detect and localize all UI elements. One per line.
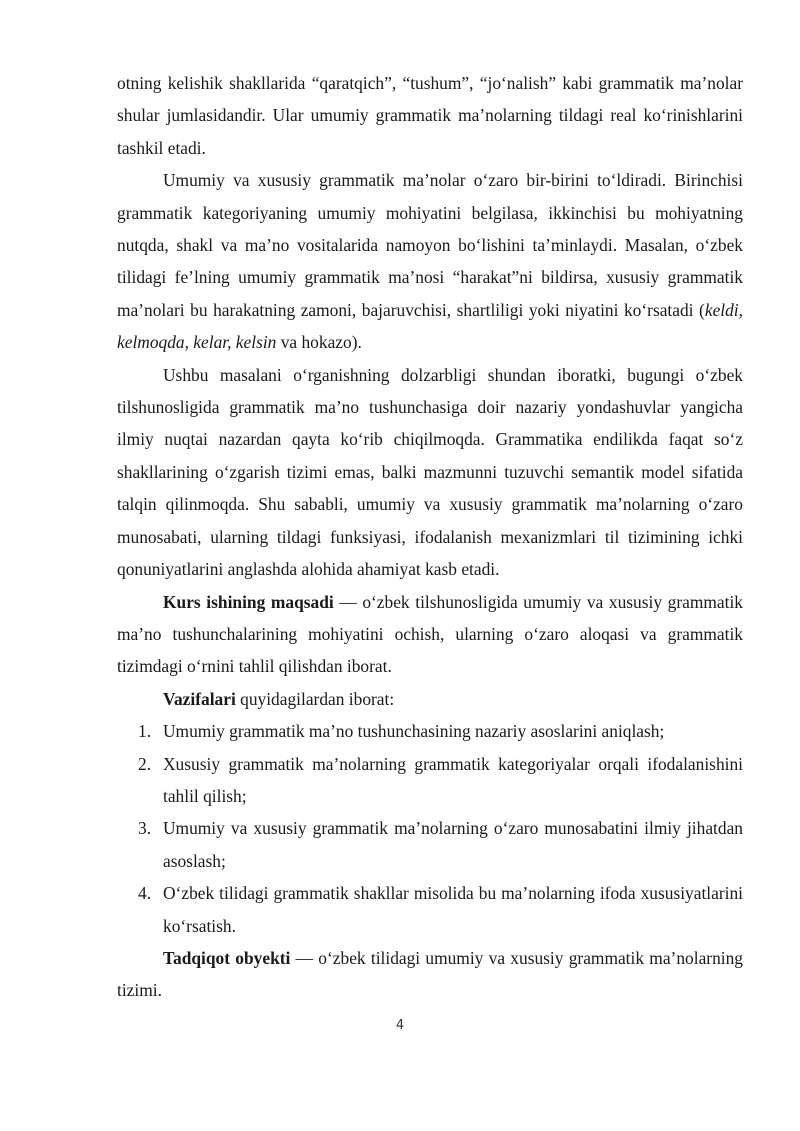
goal-text: — o‘zbek tilshunosligida umumiy va xususiy grammatik ma’no tushunchalarining mohiyatini ochish, ularning o‘zaro aloqasi va grammatik tizimdagi o‘rnini tahlil qilishdan iborat. [117,591,743,677]
paragraph-text: Umumiy va xususiy grammatik ma’nolar o‘zaro bir-birini to‘ldiradi. Birinchisi grammatik kategoriyaning umumiy mohiyatini belgilasa, ikkinchisi bu mohiyatning nutqda, shakl va ma’no vositalarida namoyon bo‘lishini ta’minlaydi. Masalan, o‘zbek tilidagi fe’lning umumiy grammatik ma’nosi “harakat”ni bildirsa, xususiy grammatik ma’nolari bu harakatning zamoni, bajaruvchisi, shartliligi yoki niyatini ko‘rsatadi ( [117,170,743,320]
paragraph-tail: va hokazo). [276,332,362,353]
goal-label: Kurs ishining maqsadi [163,591,334,612]
object-label: Tadqiqot obyekti [163,947,291,968]
tasks-list [117,715,743,942]
list-number: 1. [138,721,152,742]
object-text: — o‘zbek tilidagi umumiy va xususiy grammatik ma’nolarning tizimi. [117,947,743,1001]
list-number: 4. [138,883,152,904]
paragraph-continuation: otning kelishik shakllarida “qaratqich”, “tushum”, “jo‘nalish” kabi grammatik ma’nolar shular jumlasidandir. Ular umumiy grammatik ma’nolarning tildagi real ko‘rinishlarini tashkil etadi. [117,73,743,158]
paragraph-relevance: Ushbu masalani o‘rganishning dolzarbligi shundan iboratki, bugungi o‘zbek tilshunosligida grammatik ma’no tushunchasiga doir nazariy yondashuvlar yangicha ilmiy nuqtai nazardan qayta ko‘rib chiqilmoqda. Grammatika endilikda faqat so‘z shakllarining o‘zgarish tizimi emas, balki mazmunni tuzuvchi semantik model sifatida talqin qilinmoqda. Shu sababli, umumiy va xususiy grammatik ma’nolarning o‘zaro munosabati, ularning tildagi funksiyasi, ifodalanish mexanizmlari til tizimining ichki qonuniyatlarini anglashda alohida ahamiyat kasb etadi. [117,364,743,580]
tasks-intro-text: quyidagilardan iborat: [235,688,395,709]
list-item-text: Umumiy grammatik ma’no tushunchasining nazariy asoslarini aniqlash; [163,721,665,742]
paragraph-goal [117,586,743,683]
examples-italic: keldi, kelmoqda, kelar, kelsin [117,299,743,353]
list-item-text: Umumiy va xususiy grammatik ma’nolarning o‘zaro munosabatini ilmiy jihatdan asoslash; [163,818,743,871]
list-item-text: O‘zbek tilidagi grammatik shakllar misolida bu ma’nolarning ifoda xususiyatlarini ko‘rsatish. [163,883,743,936]
document-page [117,67,743,1007]
page-number: 4 [395,1018,405,1033]
list-item [117,715,743,747]
paragraph-research-object [117,942,743,1007]
list-item [117,877,743,942]
list-item [117,812,743,877]
list-number: 3. [138,818,152,839]
paragraph-general-vs-specific [117,164,743,358]
list-number: 2. [138,753,152,774]
paragraph-tasks-intro [117,683,743,715]
list-item-text: Xususiy grammatik ma’nolarning grammatik kategoriyalar orqali ifodalanishini tahlil qilish; [163,753,743,806]
list-item [117,748,743,813]
tasks-label: Vazifalari [163,688,236,709]
